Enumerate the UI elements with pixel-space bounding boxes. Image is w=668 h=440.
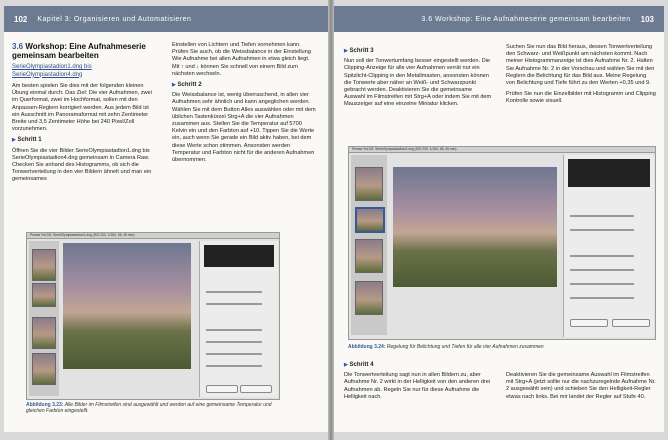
slider[interactable] [206, 303, 262, 305]
thumbnail[interactable] [32, 353, 56, 385]
histogram [204, 245, 274, 267]
step-paragraph: Nun soll der Tonwertumfang besser eingestellt werden. Die Clipping-Anzeige für alle vier Aufnahmen verrät nur ein Spitzlicht-Clipping in den Metallmasten, ansonsten können die Tonwerte aber näher an Weiß- und Schwarzpunkt gebracht werden. Deaktivieren Sie die gemeinsame Auswahl im Filmstreifen mit Strg+A oder indem Sie mit dem Mauszeiger auf eine einzelne Miniatur klicken. [344, 58, 492, 108]
screenshot-titlebar: Pentax *ist DS: SerieOlympiastadion1.dng (ISO 200, 1/160, f/8, 45 mm) [27, 233, 279, 239]
step-heading [344, 362, 492, 369]
slider[interactable] [206, 329, 262, 331]
caption-label: Abbildung 3.23: [26, 402, 64, 408]
save-button[interactable] [570, 319, 608, 327]
slider[interactable] [570, 283, 634, 285]
right-column-1 [344, 44, 492, 113]
slider[interactable] [206, 353, 262, 355]
file-link[interactable]: SerieOlympiastadion1.dng bis [12, 64, 92, 70]
header-title: 3.6 Workshop: Eine Aufnahmeserie gemeinsam bearbeiten [421, 15, 631, 23]
thumbnail[interactable] [355, 207, 385, 233]
right-column-1-lower [344, 358, 492, 405]
done-button[interactable] [240, 385, 272, 393]
slider[interactable] [206, 291, 262, 293]
slider[interactable] [206, 341, 262, 343]
step-heading [344, 48, 492, 55]
right-column-2 [506, 44, 656, 110]
left-column-1 [12, 42, 154, 188]
right-page-header [334, 6, 664, 32]
preview-image [63, 243, 191, 369]
histogram [568, 159, 650, 187]
step-title: Schritt 3 [349, 48, 374, 54]
camera-raw-screenshot [26, 232, 280, 400]
section-number: 3.6 [12, 42, 24, 51]
thumbnail[interactable] [32, 249, 56, 281]
header-title: Kapitel 3: Organisieren und Automatisieren [37, 15, 192, 23]
step-heading [172, 82, 318, 89]
preview-image [393, 167, 557, 287]
caption-label: Abbildung 3.24: [348, 344, 386, 350]
figure-caption [26, 402, 286, 415]
left-page [4, 6, 328, 432]
screenshot-titlebar: Pentax *ist DS: SerieOlympiastadion2.dng (ISO 200, 1/160, f/8, 45 mm) [349, 147, 655, 153]
slider[interactable] [206, 365, 262, 367]
step-paragraph: Die Tonwertverteilung sagt nun in allen Bildern zu, aber Aufnahme Nr. 2 wirkt in der Helligkeit von den anderen drei Aufnahmen ab. Regeln Sie nur für diese Aufnahme die Helligkeit nach. [344, 372, 491, 400]
body-paragraph: Suchen Sie nun das Bild heraus, dessen Tonwertverteilung den Schwarz- und Weißpunkt am nächsten kommt. Nach meiner Histogrammanzeige ist dies Aufnahme Nr. 2. Halten Sie Aufnahme Nr. 2 in der Vorschau und wählen Sie mit den Reglern die Belichtung für das Bild aus. Meine Regelung von Belichtung und Tiefe führt zu den Werten +0,35 und 9. [506, 44, 655, 87]
thumbnail[interactable] [32, 283, 56, 307]
section-heading [12, 42, 154, 60]
done-button[interactable] [612, 319, 650, 327]
slider[interactable] [570, 229, 634, 231]
save-button[interactable] [206, 385, 238, 393]
body-paragraph: Deaktivieren Sie die gemeinsame Auswahl im Filmstreifen mit Strg+A (jetzt sollte nur die nachzuregelnde Aufnahme Nr. 2 ausgewählt sein) und schieben Sie den Helligkeit-Regler etwas nach links. Bei mir landet der Regler auf Stufe 40. [506, 372, 656, 400]
body-paragraph: Einstellen von Lichtern und Tiefen vornehmen kann. Prüfen Sie auch, ob die Weissbalance in der Einstellung Wie Aufnahme bei allen Aufnahmen in etwa gleich liegt. Mit ↑ und ↓ können Sie schnell von einem Bild zum nächsten wechseln. [172, 42, 311, 77]
step-title: Schritt 1 [17, 137, 42, 144]
right-column-2-lower [506, 372, 656, 405]
thumbnail[interactable] [355, 167, 383, 201]
page-number: 102 [14, 14, 28, 24]
filmstrip [351, 155, 387, 335]
left-column-2 [172, 42, 318, 168]
slider[interactable] [570, 215, 634, 217]
triangle-icon: ▶ [12, 137, 16, 144]
slider[interactable] [570, 255, 634, 257]
adjust-panel [563, 155, 654, 337]
page-number: 103 [640, 14, 654, 24]
caption-text: Regelung für Belichtung und Tiefen für alle vier Aufnahmen zusammen [386, 344, 544, 350]
triangle-icon: ▶ [172, 82, 176, 89]
file-link[interactable]: SerieOlympiastadion4.dng [12, 71, 83, 78]
caption-text: Alle Bilder im Filmstreifen sind ausgewählt und werden auf eine gemeinsame Temperatur und gleichen Farbton eingestellt. [26, 402, 272, 415]
thumbnail[interactable] [355, 239, 383, 273]
slider[interactable] [570, 269, 634, 271]
step-title: Schritt 2 [177, 82, 202, 89]
step-title: Schritt 4 [349, 362, 374, 368]
camera-raw-screenshot [348, 146, 656, 340]
step-paragraph: Öffnen Sie die vier Bilder SerieOlympiastadion1.dng bis SerieOlympiastadion4.dng gemeinsam in Camera Raw. Checken Sie anhand des Histogramms, ob sich die Tonwertverteilung in den vier Bildern ähnelt und man ein gemeinsames [12, 147, 152, 183]
right-page [334, 6, 664, 432]
thumbnail[interactable] [355, 281, 383, 315]
figure-caption [348, 344, 658, 350]
triangle-icon: ▶ [344, 362, 348, 368]
step-paragraph: Die Weissbalance ist, wenig überraschend, in allen vier Aufnahmen sehr ähnlich und kann angeglichen werden. Wählen Sie mit dem Button Alles auswählen oder mit dem üblichen Tastenkürzel Strg+A die vier Aufnahmen zusammen aus. Stellen Sie die Temperatur auf 5700 Kelvin ein und den Farbton auf +10. Tippen Sie die Werte ein, auch wenn Sie gerade ein Bild aktiv haben, bei dem diese Werte schon stimmen. Ansonsten werden Temperatur und Farbton nicht für die anderen Aufnahmen übernommen. [172, 92, 316, 164]
adjust-panel [199, 241, 278, 397]
thumbnail[interactable] [32, 317, 56, 349]
intro-paragraph: Am besten spielen Sie dies mit der folgenden kleinen Übung einmal durch. Das Ziel: Die vier Aufnahmen, zwei im Querformat, zwei im Hochformat, sollen mit den Anpassen-Reglern korrigiert werden. Aus jedem Bild ist ein Ausschnitt im Panoramaformat mit zehn Zentimeter Breite und 3,5 Zentimeter Höhe bei 240 Pixel/Zoll vorzunehmen. [12, 83, 152, 133]
slider[interactable] [570, 297, 634, 299]
filmstrip [29, 241, 59, 396]
left-page-header [4, 6, 328, 32]
section-title: Workshop: Eine Aufnahmeserie gemeinsam bearbeiten [12, 42, 146, 60]
triangle-icon: ▶ [344, 48, 348, 54]
body-paragraph: Prüfen Sie nun die Einzelbilder mit Histogramm und Clipping Kontrolle sowie visuell. [506, 91, 656, 105]
step-heading [12, 137, 154, 144]
